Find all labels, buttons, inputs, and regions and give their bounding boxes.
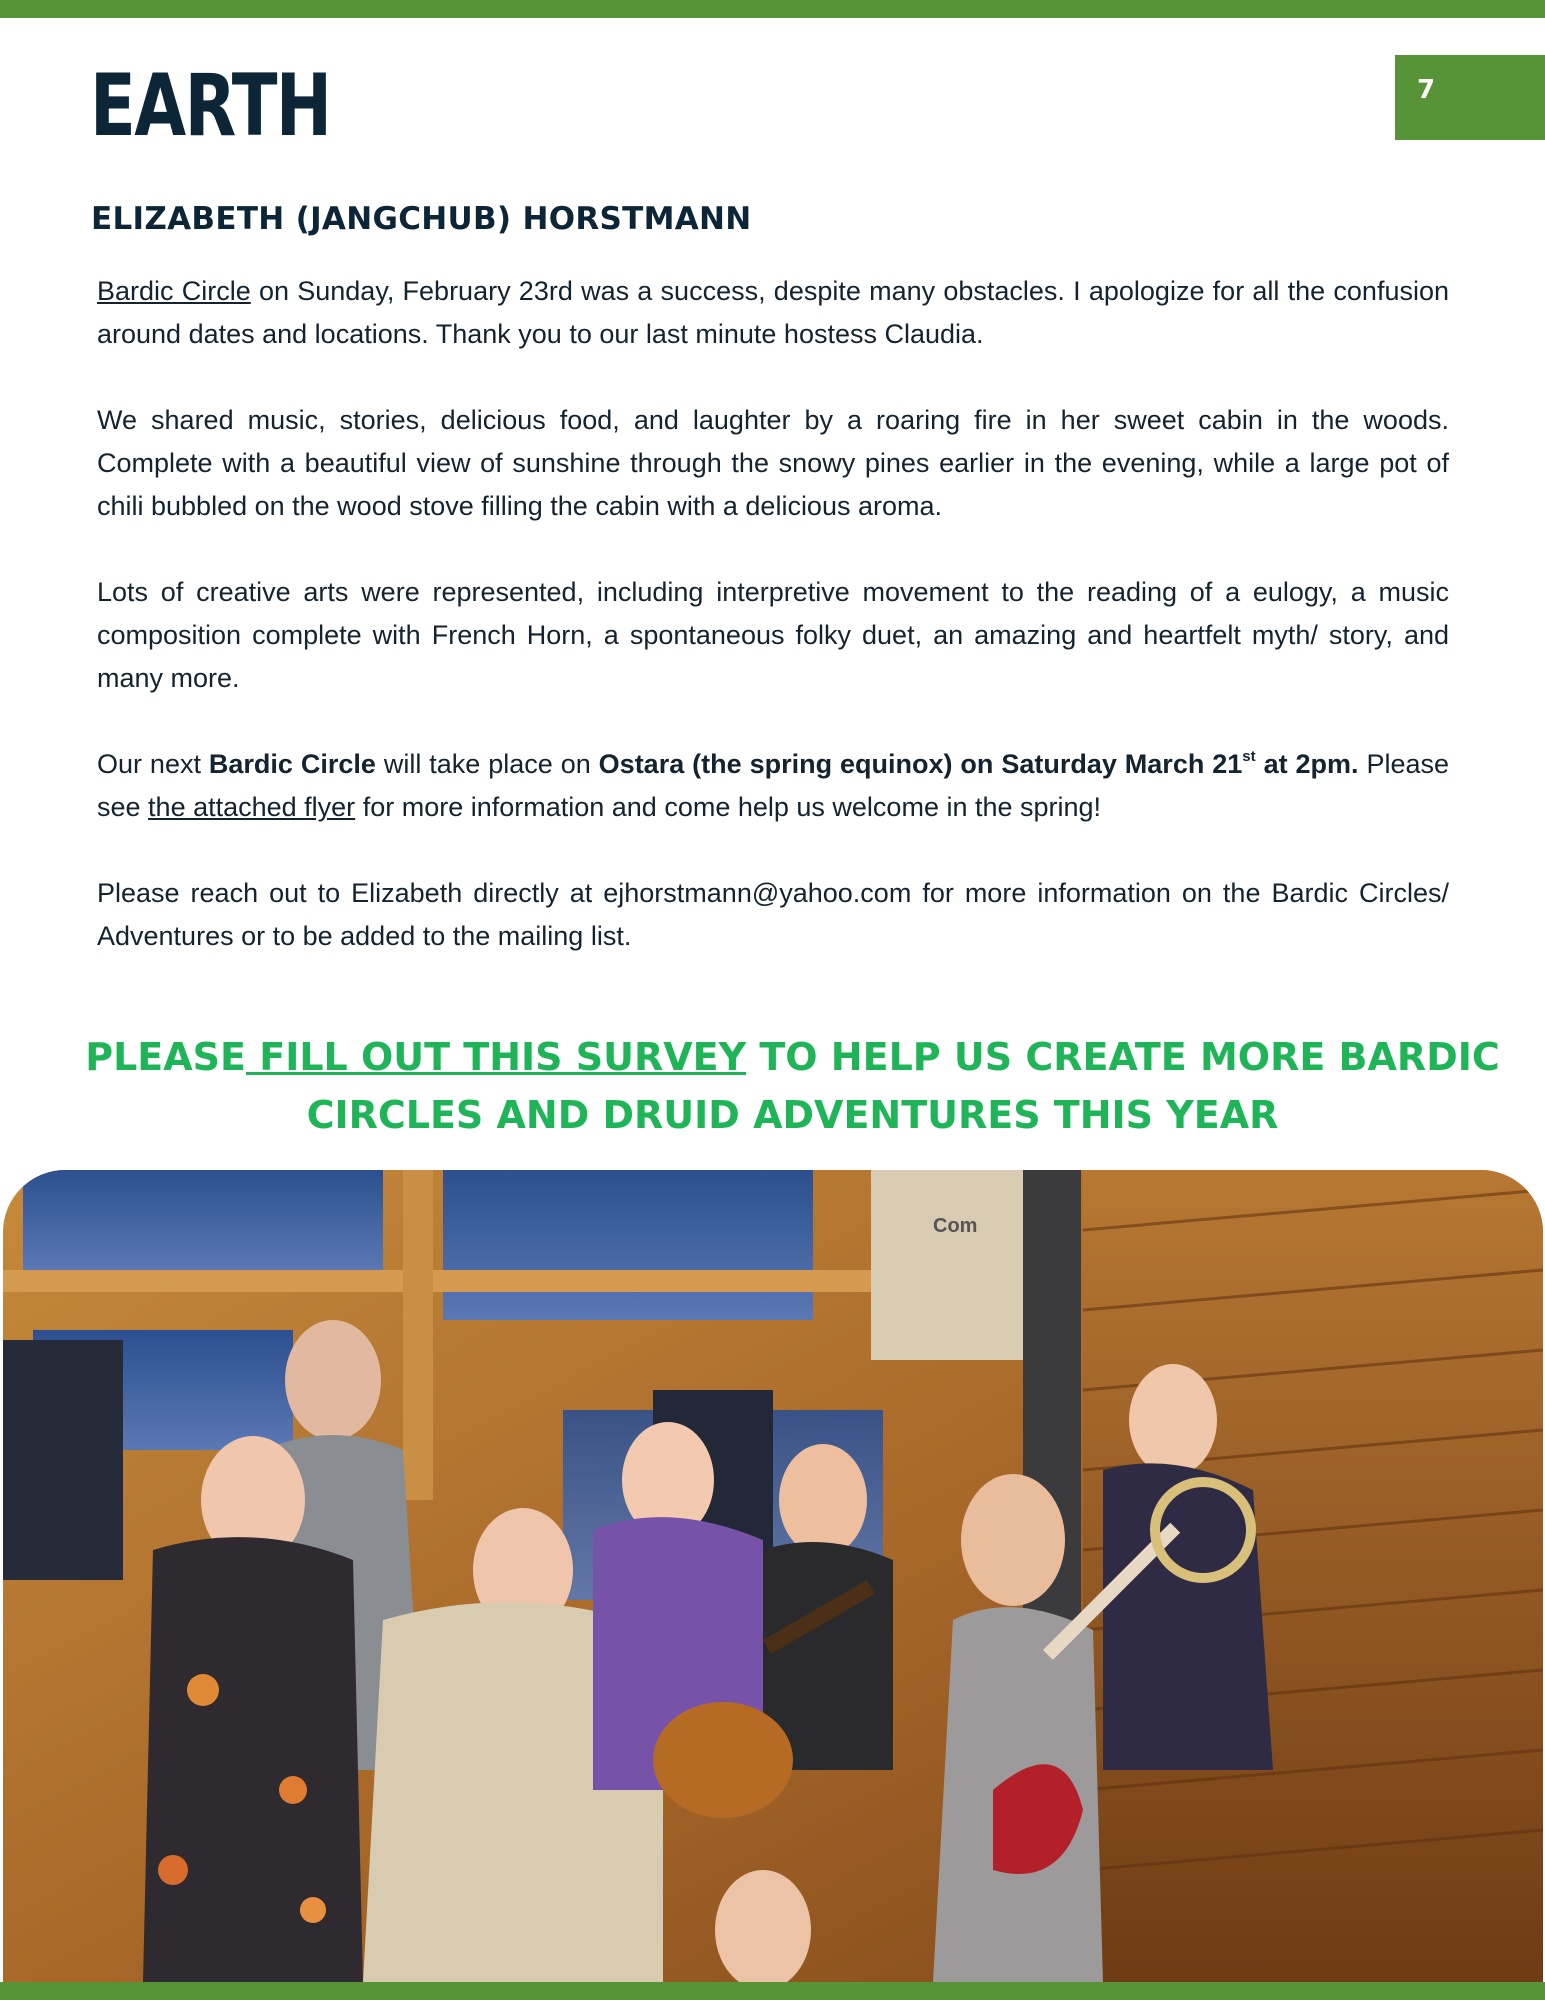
p4-time: at 2pm. [1255,749,1359,779]
paragraph-3: Lots of creative arts were represented, including interpretive movement to the reading of a eulogy, a music composition complete with French Horn, a spontaneous folky duet, an amazing and heartfelt myth/ story, and many more. [97,577,1449,693]
survey-link[interactable]: FILL OUT THIS SURVEY [246,1035,747,1079]
cta-text-before: PLEASE [85,1035,246,1079]
sign-text: Com [933,1215,978,1237]
attached-flyer-link[interactable]: the attached flyer [148,792,356,822]
bardic-circle-link[interactable]: Bardic Circle [97,276,251,306]
survey-call-to-action [80,1028,1505,1144]
p4-date-text: Ostara (the spring equinox) on Saturday March 21 [598,749,1243,779]
page-number-tab [1395,55,1545,140]
section-title: EARTH [90,56,331,156]
paragraph-4 [97,743,1449,829]
p4-event-name: Bardic Circle [208,749,376,779]
bottom-accent-bar [0,1982,1545,2000]
paragraph-1-text: on Sunday, February 23rd was a success, despite many obstacles. I apologize for all the confusion around dates and locations. Thank you to our last minute hostess Claudia. [97,276,1449,349]
top-accent-bar [0,0,1545,18]
p4-text-g: for more information and come help us welcome in the spring! [355,792,1102,822]
paragraph-2: We shared music, stories, delicious food, and laughter by a roaring fire in her sweet cabin in the woods. Complete with a beautiful view of sunshine through the snowy pines earlier in the evening, while a large pot of chili bubbled on the wood stove filling the cabin with a delicious aroma. [97,405,1449,521]
author-name: ELIZABETH (JANGCHUB) HORSTMANN [91,201,752,237]
group-photo [3,1170,1543,1982]
p4-event-date [599,749,1359,779]
cta-text-after: TO HELP US CREATE MORE BARDIC CIRCLES AND DRUID ADVENTURES THIS YEAR [306,1035,1500,1137]
page-number: 7 [1417,75,1436,105]
article-body [97,270,1449,958]
p4-date-suffix: st [1242,748,1256,765]
p4-text-c: will take place on [375,749,599,779]
paragraph-5: Please reach out to Elizabeth directly at ejhorstmann@yahoo.com for more information on the Bardic Circles/ Adventures or to be added to the mailing list. [97,878,1449,951]
p4-text-f: Please see [97,749,1450,822]
paragraph-1 [97,270,1449,356]
p4-text-a: Our next [97,749,209,779]
